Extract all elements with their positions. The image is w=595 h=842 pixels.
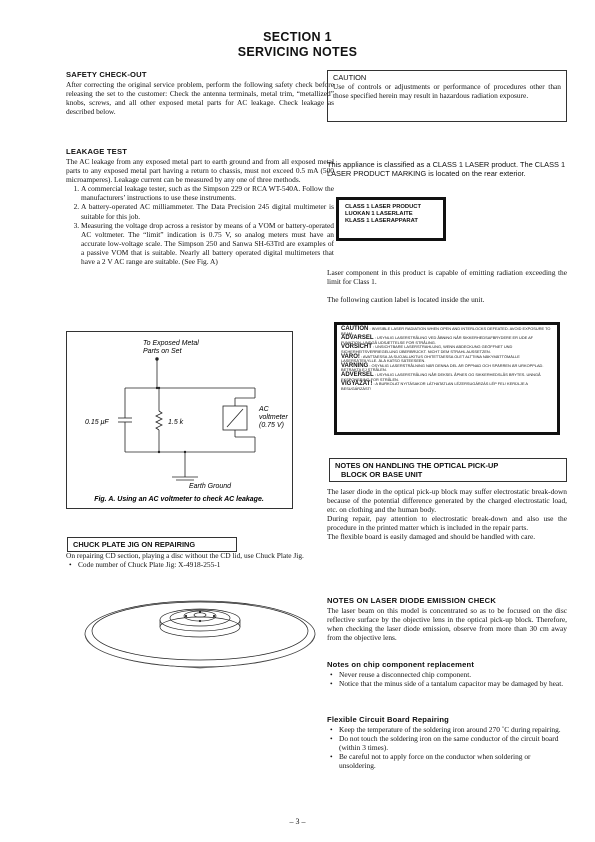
optical-title-box [329, 458, 567, 482]
chip-section [327, 660, 567, 688]
caution-label-text: : UNSICHTBARE LASERSTRAHLUNG, WENN ABDECKUNG GEÖFFNET UND SICHERHEITSVERRIEGELUNG ÜBERBRÜCKT. NICHT DEM STRAHL AUSSETZEN. [341, 344, 513, 354]
class1-laser-label [336, 197, 446, 241]
chuck-list [66, 560, 334, 569]
caution-label-entry [341, 382, 553, 391]
safety-section [66, 70, 334, 116]
safety-title: SAFETY CHECK-OUT [66, 70, 147, 79]
caution-body: Use of controls or adjustments or performance of procedures other than those specified herein may result in hazardous radiation exposure. [333, 82, 561, 101]
optical-p2: During repair, pay attention to electrostatic break-down and also use the procedure in the printed matter which is included in the repair parts. [327, 514, 567, 533]
laser-label-line: LUOKAN 1 LASERLAITE [345, 211, 413, 217]
optical-title-line2: BLOCK OR BASE UNIT [341, 470, 423, 479]
caution-label-text: : INVISIBLE LASER RADIATION WHEN OPEN AND INTERLOCKS DEFEATED. AVOID EXPOSURE TO BEAM. [341, 326, 551, 336]
chuck-title: CHUCK PLATE JIG ON REPAIRING [67, 537, 237, 552]
leakage-section [66, 147, 334, 266]
leakage-method: 2. A battery-operated AC milliammeter. The Data Precision 245 digital multimeter is suitable for this job. [81, 202, 334, 220]
caution-label-head: VARNING [341, 362, 369, 369]
flex-title: Flexible Circuit Board Repairing [327, 715, 450, 724]
caution-label-intro: The following caution label is located inside the unit. [327, 295, 485, 305]
caution-label-head: ADVERSEL [341, 371, 374, 378]
optical-p1: The laser diode in the optical pick-up block may suffer electrostatic break-down because of the potential difference generated by the charged electrostatic load, etc. on clothing and the human body. [327, 487, 567, 515]
capacitor-label: 0.15 μF [85, 419, 109, 426]
meter-label-line2: voltmeter [259, 414, 288, 421]
chuck-plate-drawing [70, 592, 320, 676]
optical-title-line1: NOTES ON HANDLING THE OPTICAL PICK-UP [335, 461, 499, 470]
optical-section [327, 487, 567, 542]
laser-component-section [327, 268, 567, 304]
leakage-method: 1. A commercial leakage tester, such as the Simpson 229 or RCA WT-540A. Follow the manufacturers’ instructions to use these instruments. [81, 184, 334, 202]
flex-list [327, 725, 567, 770]
caution-label-text: : USYNLIG LASERSTRÅLING NÅR DEKSEL ÅPNES OG SIKKERHEDSLÅS BRYTES. UNNGÅ EKSPONERING FOR STRÅLEN. [341, 371, 541, 382]
chuck-code: • Code number of Chuck Plate Jig: X-4918-255-1 [78, 560, 334, 569]
laser-label-line: CLASS 1 LASER PRODUCT [345, 204, 422, 210]
emission-title: NOTES ON LASER DIODE EMISSION CHECK [327, 596, 497, 605]
caution-label-text: : OSYNLIG LASERSTRÅLNING NÄR DENNA DEL ÄR ÖPPNAD OCH SPÄRREN ÄR URKOPPLAD. BETRAKTA EJ STRÅLEN. [341, 362, 544, 373]
leakage-method: 3. Measuring the voltage drop across a resistor by means of a VOM or battery-operated AC voltmeter. The “limit” indication is 0.75 V, so analog meters must have an accurate low-voltage scale. The Simpson 250 and Sanwa SH-63Trd are examples of a passive VOM that is suitable. Nearly all battery operated digital multimeters that have a 2 V AC range are suitable. (See Fig. A) [81, 221, 334, 266]
flex-item: • Keep the temperature of the soldering iron around 270 ˚C during repairing. [339, 725, 567, 734]
chip-item: • Notice that the minus side of a tantalum capacitor may be damaged by heat. [339, 679, 567, 688]
laser-class-text: This appliance is classified as a CLASS 1 LASER product. The CLASS 1 LASER PRODUCT MARKING is located on the rear exterior. [327, 160, 566, 179]
laser-class-section [327, 160, 567, 178]
leakage-title: LEAKAGE TEST [66, 147, 128, 156]
caution-label-head: VIGYAZAT! [341, 381, 373, 388]
caution-label-head: ADVARSEL [341, 335, 374, 342]
leakage-methods [66, 184, 334, 266]
caution-label-head: CAUTION [341, 326, 369, 332]
flex-item: • Do not touch the soldering iron on the same conductor of the circuit board (within 3 times). [339, 734, 567, 752]
caution-label-text: : USYNLIG LASERSTRÅLING VED ÅBNING NÅR SIKKERHEDSAFBRYDERE ER UDE AF FUNKTION. UNDGÅ UDSÆTTELSE FOR STRÅLING. [341, 335, 534, 345]
internal-caution-label [334, 322, 560, 435]
probe-label-line2: Parts on Set [143, 348, 182, 355]
laser-component-text: Laser component in this product is capable of emitting radiation exceeding the limit for Class 1. [327, 268, 567, 287]
resistor-label: 1.5 k [168, 419, 184, 426]
leakage-intro: The AC leakage from any exposed metal part to earth ground and from all exposed metal parts to any exposed metal part having a return to chassis, must not exceed 0.5 mA (500 microamperes). Leakage current can be measured by any one of three methods. [66, 157, 334, 185]
safety-body: After correcting the original service problem, perform the following safety check before releasing the set to the customer: Check the antenna terminals, metal trim, “metallized” knobs, screws, and all other exposed metal parts for AC leakage. Check leakage as described below. [66, 80, 334, 117]
meter-label-line3: (0.75 V) [259, 422, 284, 429]
figure-a [66, 331, 293, 509]
chuck-section [66, 551, 334, 569]
caution-label-text: : A BURKOLAT NYITÁSAKOR LÁTHATATLAN LÉZERSUGÁRZÁS LÉP FEL! KERÜLJE A BESUGÁRZÁST! [341, 381, 528, 391]
chip-list [327, 670, 567, 688]
caution-label-head: VORSICHT [341, 344, 373, 351]
figure-caption: Fig. A. Using an AC voltmeter to check AC leakage. [94, 496, 264, 503]
laser-label-line: KLASS 1 LASERAPPARAT [345, 218, 418, 224]
leakage-circuit-diagram [67, 332, 292, 508]
caution-box [327, 70, 567, 122]
page-number: – 3 – [289, 817, 306, 826]
chuck-plate-illustration [70, 592, 320, 676]
section-number: SECTION 1 [263, 30, 332, 44]
page-title: SERVICING NOTES [237, 45, 358, 59]
flex-item: • Be careful not to apply force on the conductor when soldering or unsoldering. [339, 752, 567, 770]
emission-body: The laser beam on this model is concentrated so as to be focused on the disc reflective surface by the objective lens in the optical pick-up block. Therefore, when checking the laser diode emission, observe from more than 30 cm away from the objective lens. [327, 606, 567, 643]
meter-label-line1: AC [259, 406, 269, 413]
caution-label-head: VARO! [341, 353, 360, 360]
caution-title: CAUTION [333, 73, 367, 82]
ground-label: Earth Ground [189, 483, 232, 490]
probe-label-line1: To Exposed Metal [143, 340, 199, 347]
chuck-body: On repairing CD section, playing a disc without the CD lid, use Chuck Plate Jig. [66, 551, 304, 560]
chip-title: Notes on chip component replacement [327, 660, 475, 669]
optical-p3: The flexible board is easily damaged and should be handled with care. [327, 532, 536, 542]
chip-item: • Never reuse a disconnected chip component. [339, 670, 567, 679]
flex-section [327, 715, 567, 770]
emission-section [327, 596, 567, 642]
caution-label-text: : AVATTAESSA JA SUOJALUKITUS OHITETTAESSA OLET ALTTIINA NÄKYMÄTTÖMÄLLE LASERSÄTEILYLLE. ÄLÄ KATSO SÄTEESEEN. [341, 353, 520, 364]
